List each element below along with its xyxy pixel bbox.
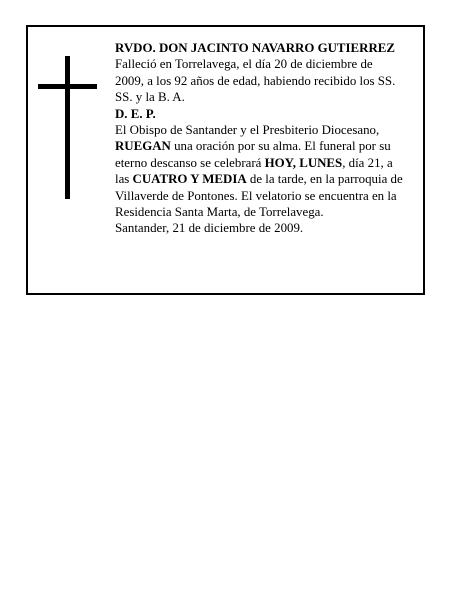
obituary-notice	[26, 25, 425, 295]
deceased-name: RVDO. DON JACINTO NAVARRO GUTIERREZ	[115, 41, 395, 55]
body-line-4-pre: las	[115, 172, 133, 187]
death-line-1: Falleció en Torrelavega, el día 20 de diciembre de	[115, 57, 373, 72]
notice-text	[115, 40, 420, 237]
body-line-2-rest: una oración por su alma. El funeral por su	[170, 139, 391, 154]
rest-in-peace: D. E. P.	[115, 106, 156, 121]
body-line-3-post: , día 21, a	[342, 155, 393, 170]
death-line-3: SS. y la B. A.	[115, 90, 185, 105]
body-line-1: El Obispo de Santander y el Presbiterio Diocesano,	[115, 123, 380, 138]
cross-horizontal-bar	[38, 84, 97, 89]
body-line-6: Residencia Santa Marta, de Torrelavega.	[115, 205, 324, 220]
hoy-lunes-text: HOY, LUNES	[264, 155, 343, 170]
body-line-5: Villaverde de Pontones. El velatorio se encuentra en la	[115, 188, 397, 203]
cuatro-media-text: CUATRO Y MEDIA	[132, 172, 247, 187]
body-line-4-post: de la tarde, en la parroquia de	[246, 172, 403, 187]
body-line-3-pre: eterno descanso se celebrará	[115, 155, 265, 170]
cross-vertical-bar	[65, 56, 70, 199]
body-line-3	[115, 155, 420, 171]
body-line-4	[115, 171, 420, 187]
death-line-2: 2009, a los 92 años de edad, habiendo recibido los SS.	[115, 73, 396, 88]
closing-line: Santander, 21 de diciembre de 2009.	[115, 221, 304, 236]
body-line-2	[115, 138, 420, 154]
ruegan-text: RUEGAN	[115, 139, 171, 154]
